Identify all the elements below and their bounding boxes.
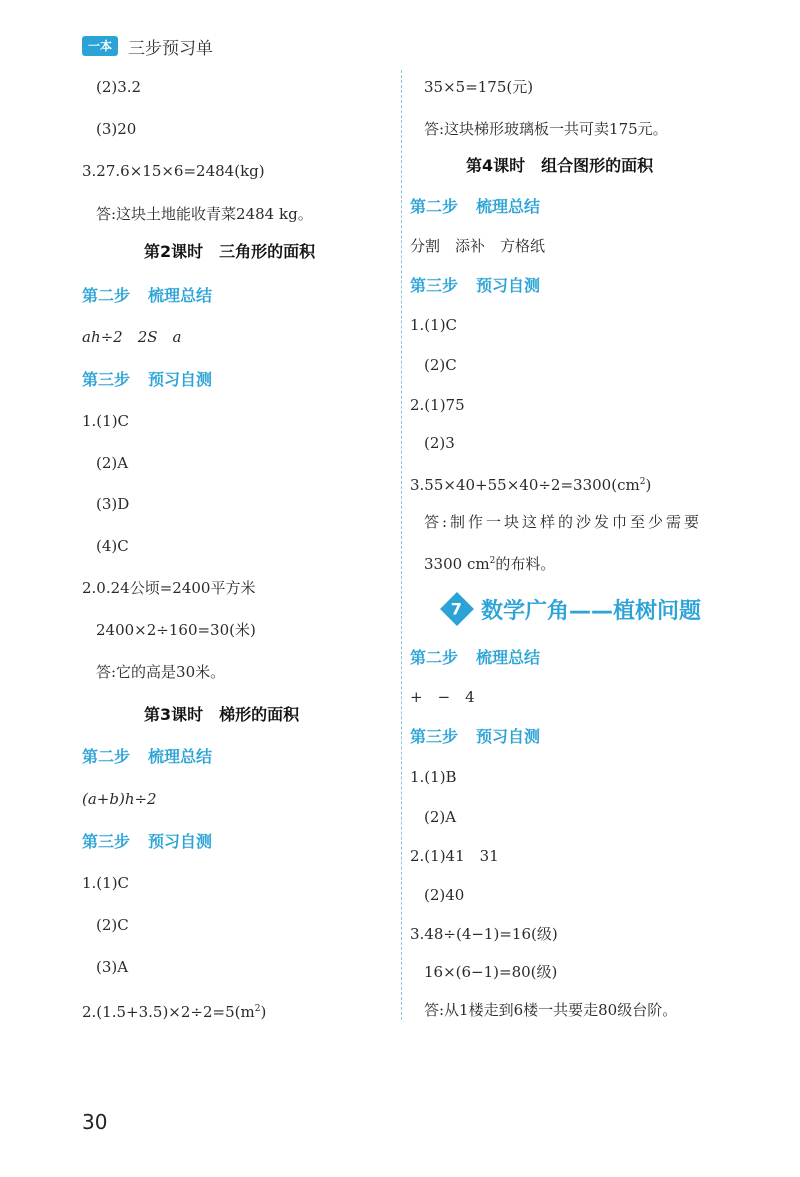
- answer-line: 答:制作一块这样的沙发巾至少需要: [424, 513, 703, 531]
- lesson-title: 第4课时 组合图形的面积: [466, 156, 654, 175]
- answer-line: 16×(6−1)=80(级): [424, 963, 558, 981]
- answer-line: + − 4: [410, 688, 475, 706]
- step-heading: 第三步 预习自测: [410, 276, 541, 295]
- answer-line: (2)40: [424, 886, 465, 904]
- page-number: 30: [82, 1110, 108, 1134]
- answer-line: 1.(1)C: [410, 316, 458, 334]
- answer-line: (2)C: [96, 916, 129, 934]
- step-heading: 第三步 预习自测: [410, 727, 541, 746]
- answer-line: (2)C: [424, 356, 457, 374]
- lesson-title: 第3课时 梯形的面积: [144, 705, 300, 724]
- book-title: 三步预习单: [128, 38, 214, 59]
- page-header: [82, 34, 213, 58]
- lesson-title: 第2课时 三角形的面积: [144, 242, 316, 261]
- answer-line: 2.0.24公顷=2400平方米: [82, 579, 256, 597]
- answer-line: (4)C: [96, 537, 129, 555]
- answer-line: 1.(1)C: [82, 874, 130, 892]
- answer-line: (3)20: [96, 120, 137, 138]
- answer-line: (2)A: [424, 808, 457, 826]
- answer-line: (2)3.2: [96, 78, 142, 96]
- answer-line: 2.(1)75: [410, 396, 465, 414]
- column-divider: [401, 70, 402, 1020]
- step-heading: 第二步 梳理总结: [82, 747, 213, 766]
- step-heading: 第三步 预习自测: [82, 832, 213, 851]
- answer-line: (3)A: [96, 958, 129, 976]
- answer-line: (3)D: [96, 495, 130, 513]
- answer-line: ah÷2 2S a: [82, 328, 182, 346]
- answer-line: 答:这块土地能收青菜2484 kg。: [96, 205, 313, 223]
- answer-line: 3.48÷(4−1)=16(级): [410, 925, 558, 943]
- answer-line: (2)3: [424, 434, 455, 452]
- answer-line: $2.(1.5+3.5)\times 2\div 2=5(m^2)$: [82, 1003, 267, 1021]
- answer-line: 答:它的高是30米。: [96, 663, 226, 681]
- unit-number-badge: 7: [440, 592, 474, 626]
- answer-line: 分割 添补 方格纸: [410, 237, 546, 255]
- step-heading: 第二步 梳理总结: [410, 197, 541, 216]
- answer-line: 35×5=175(元): [424, 78, 534, 96]
- answer-line: 1.(1)B: [410, 768, 457, 786]
- answer-line: 2.(1)41 31: [410, 847, 499, 865]
- brand-logo: 一本: [82, 36, 118, 56]
- answer-line: $3.55\times 40+55\times 40\div 2=3300(cm^2)$: [410, 476, 652, 494]
- answer-line: 2400×2÷160=30(米): [96, 621, 256, 639]
- answer-line: 答:从1楼走到6楼一共要走80级台阶。: [424, 1001, 678, 1019]
- answer-line: (a+b)h÷2: [82, 790, 157, 808]
- answer-line: 3.27.6×15×6=2484(kg): [82, 162, 265, 180]
- step-heading: 第二步 梳理总结: [82, 286, 213, 305]
- answer-line: 3300 $cm^2$的布料。: [424, 555, 556, 573]
- answer-line: 答:这块梯形玻璃板一共可卖175元。: [424, 120, 668, 138]
- answer-line: 1.(1)C: [82, 412, 130, 430]
- unit-title-text: 数学广角——植树问题: [481, 598, 702, 624]
- answer-line: (2)A: [96, 454, 129, 472]
- step-heading: 第三步 预习自测: [82, 370, 213, 389]
- unit-title: [441, 593, 701, 625]
- step-heading: 第二步 梳理总结: [410, 648, 541, 667]
